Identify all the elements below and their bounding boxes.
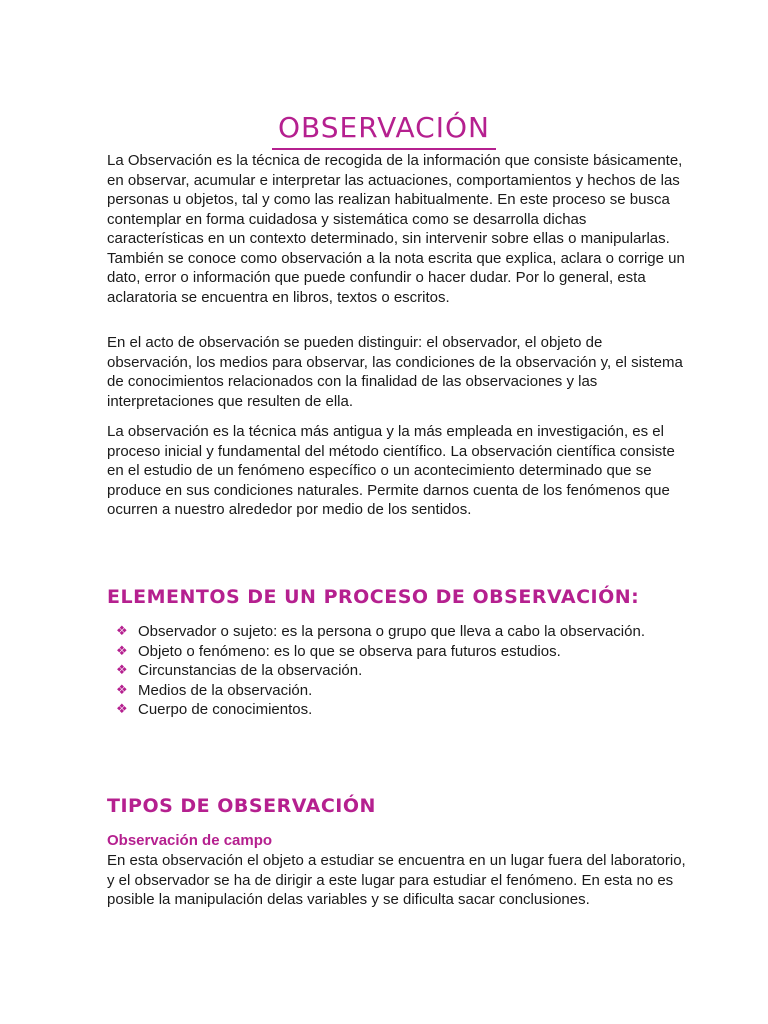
diamond-bullet-icon: ❖	[116, 663, 128, 678]
list-item-text: Cuerpo de conocimientos.	[138, 701, 313, 718]
list-item	[107, 681, 667, 701]
list-item	[107, 642, 667, 662]
diamond-bullet-icon: ❖	[116, 624, 128, 639]
list-item-text: Observador o sujeto: es la persona o grupo que lleva a cabo la observación.	[138, 623, 645, 640]
diamond-bullet-icon: ❖	[116, 682, 128, 698]
list-item-text: Circunstancias de la observación.	[138, 662, 363, 679]
intro-paragraph-definition: La Observación es la técnica de recogida de la información que consiste básicamente, en observar, acumular e interpretar las actuaciones, comportamientos y hechos de las personas u objetos, tal y como las realizan habitualmente. En este proceso se busca contemplar en forma cuidadosa y sistemática como se desarrolla dichas características en un contexto determinado, sin intervenir sobre ellas o manipularlas. También se conoce como observación a la nota escrita que explica, aclara o corrige un dato, error o información que puede confundir o hacer dudar. Por lo general, esta aclaratoria se encuentra en libros, textos o escritos.	[107, 152, 685, 306]
diamond-bullet-icon: ❖	[116, 643, 128, 659]
diamond-bullet-icon: ❖	[116, 702, 128, 717]
elements-list	[107, 622, 667, 720]
intro-paragraph-technique: La observación es la técnica más antigua y la más empleada en investigación, es el proceso inicial y fundamental del método científico. La observación científica consiste en el estudio de un fenómeno específico o un acontecimiento determinado que se produce en sus condiciones naturales. Permite darnos cuenta de los fenómenos que ocurren a nuestro alrededor por medio de los sentidos.	[107, 423, 675, 518]
intro-paragraph-act: En el acto de observación se pueden distinguir: el observador, el objeto de observación, los medios para observar, las condiciones de la observación y, el sistema de conocimientos relacionados con la finalidad de las observaciones y las interpretaciones que resulten de ella.	[107, 334, 683, 410]
list-item	[107, 700, 667, 720]
list-item-text: Medios de la observación.	[138, 681, 313, 699]
page-title: OBSERVACIÓN	[272, 111, 496, 150]
list-item	[107, 622, 667, 642]
list-item-text: Objeto o fenómeno: es lo que se observa para futuros estudios.	[138, 642, 561, 660]
field-observation-paragraph: En esta observación el objeto a estudiar se encuentra en un lugar fuera del laboratorio, y el observador se ha de dirigir a este lugar para estudiar el fenómeno. En esta no es posible la manipulación delas variables y se dificulta sacar conclusiones.	[107, 852, 686, 908]
list-item	[107, 661, 667, 681]
types-heading: TIPOS DE OBSERVACIÓN	[107, 795, 376, 817]
field-observation-subheading: Observación de campo	[107, 832, 273, 849]
elements-heading: ELEMENTOS DE UN PROCESO DE OBSERVACIÓN:	[107, 586, 640, 608]
